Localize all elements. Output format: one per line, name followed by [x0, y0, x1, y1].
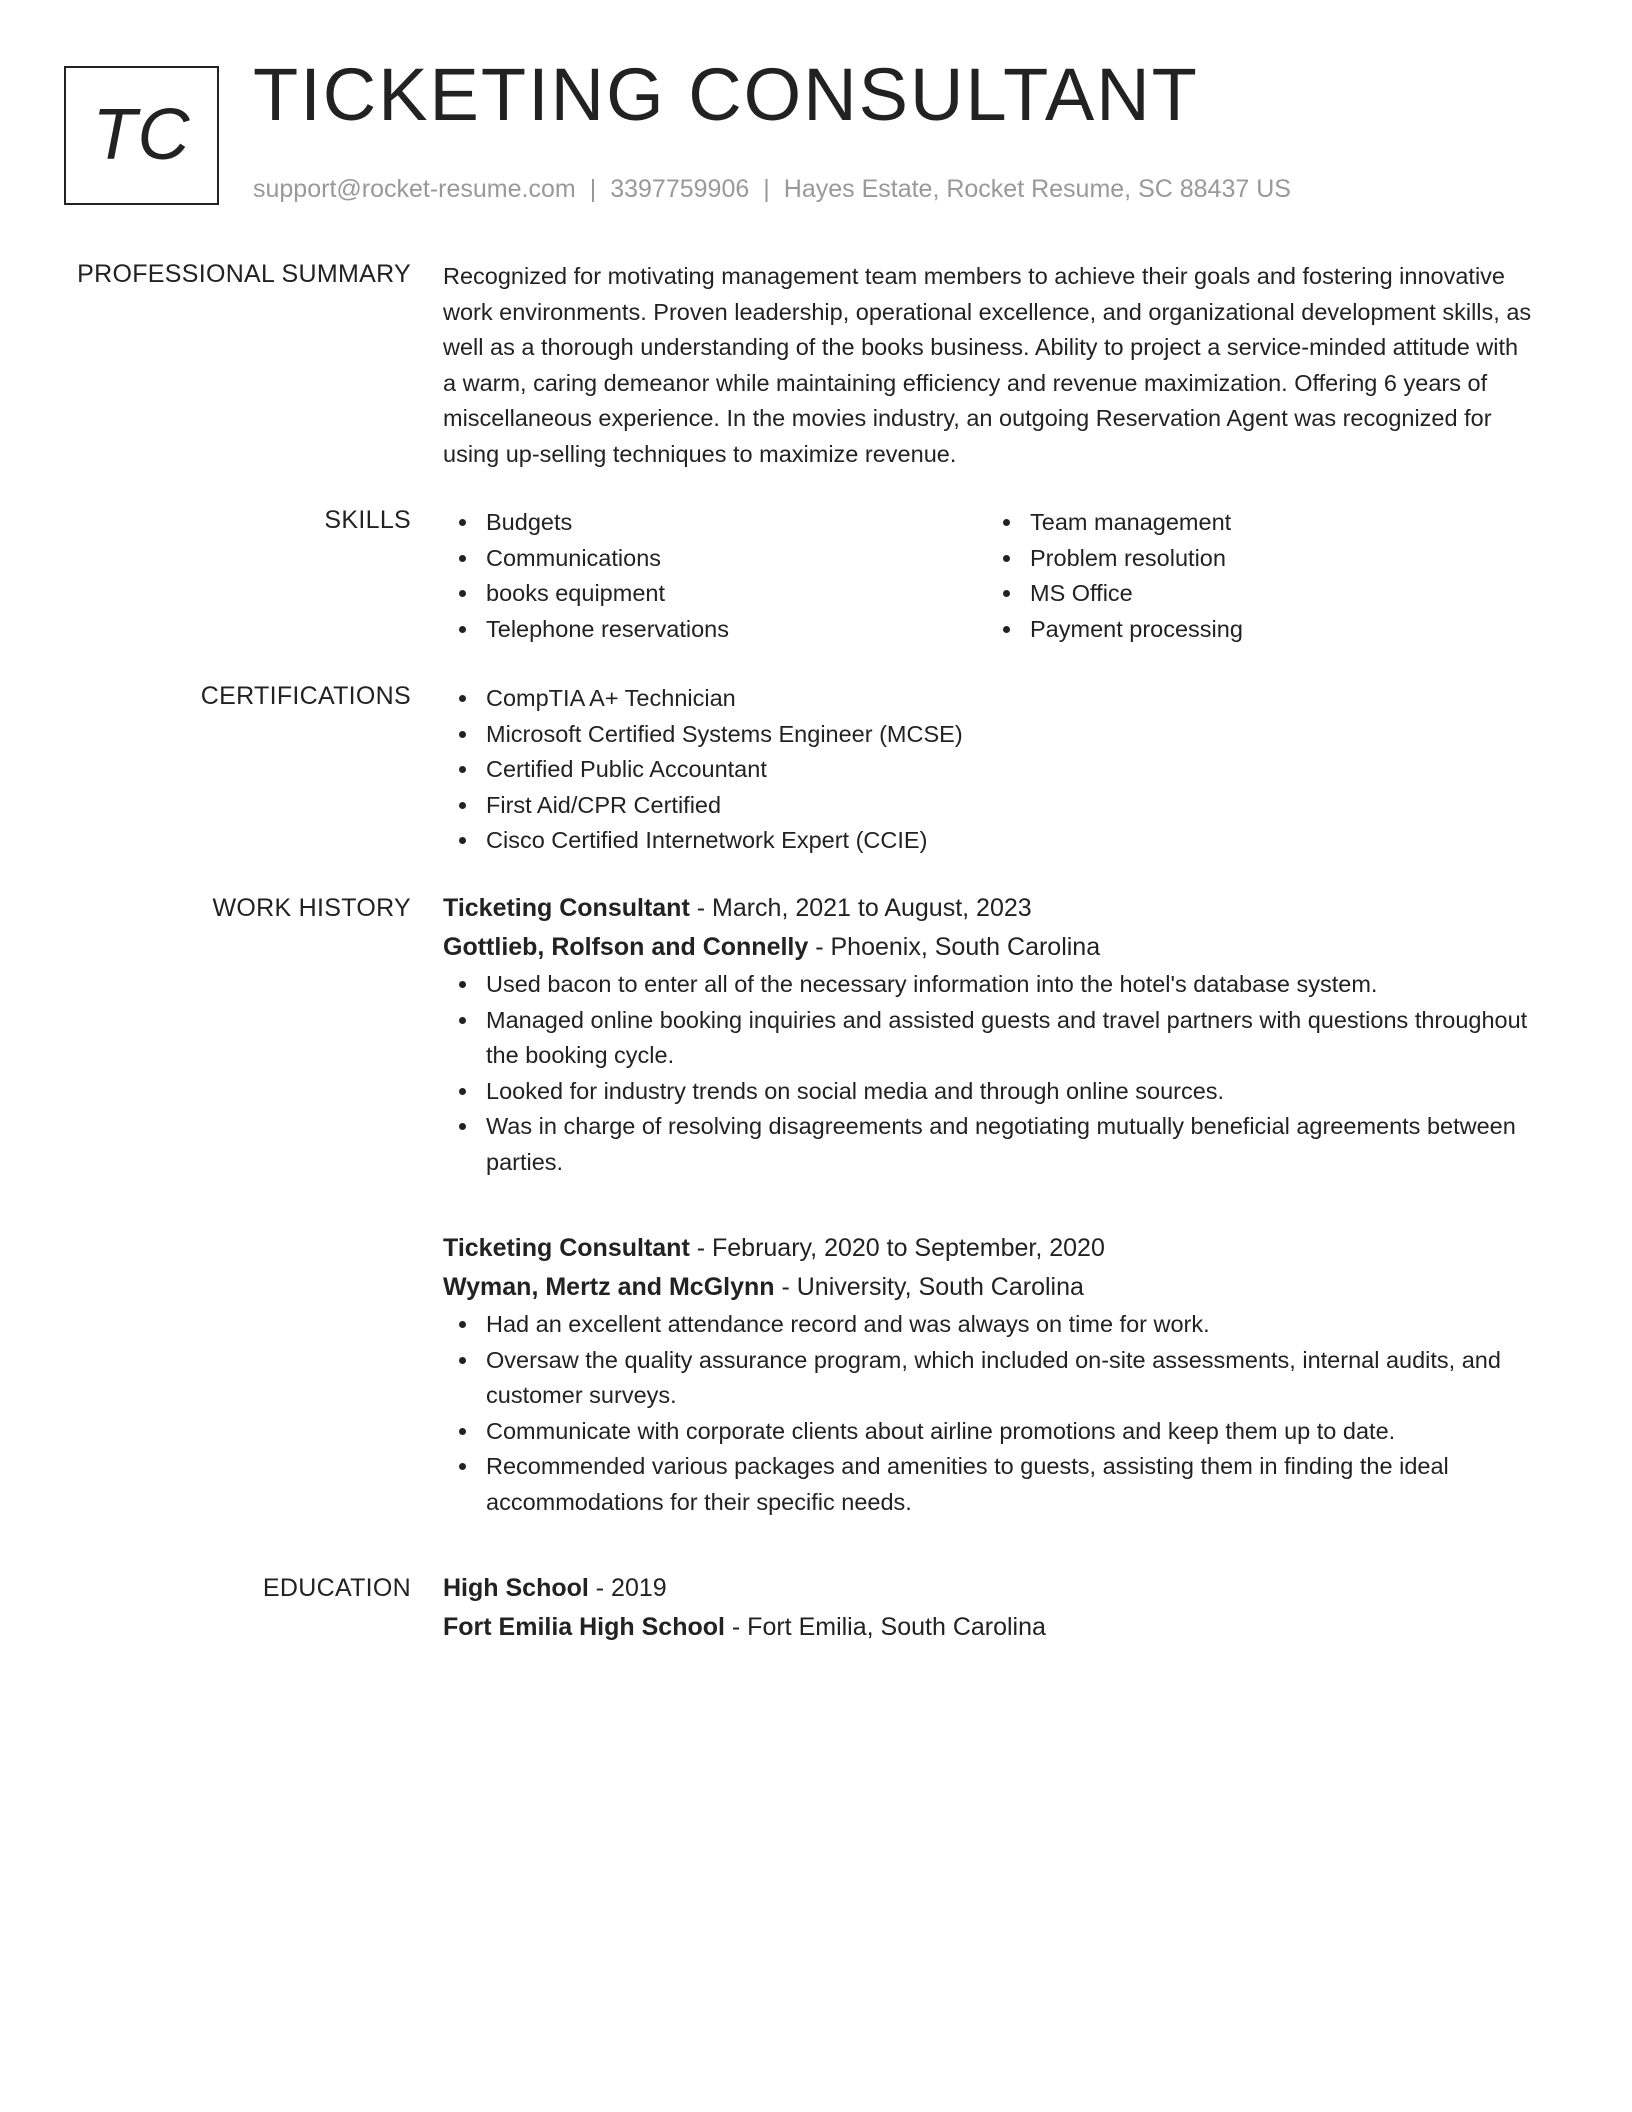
job-title-line: [443, 889, 1553, 928]
skill-item: books equipment: [443, 576, 987, 612]
job-duty-item: Looked for industry trends on social media and through online sources.: [443, 1074, 1553, 1110]
skill-item: Communications: [443, 541, 987, 577]
job-company-line: [443, 928, 1553, 967]
job-location: - University, South Carolina: [774, 1273, 1084, 1301]
monogram-text: TC: [92, 94, 191, 175]
certification-item: Microsoft Certified Systems Engineer (MCSE): [443, 717, 1553, 753]
education-body: [443, 1569, 1553, 1647]
contact-phone: 3397759906: [610, 175, 750, 203]
education-location: - Fort Emilia, South Carolina: [724, 1613, 1046, 1641]
certification-item: Certified Public Accountant: [443, 752, 1553, 788]
monogram-logo: [64, 66, 219, 205]
skills-body: [443, 505, 1553, 647]
skill-item: Problem resolution: [987, 541, 1531, 577]
education-degree-line: [443, 1569, 1553, 1608]
job-title: Ticketing Consultant: [443, 894, 690, 922]
certification-item: CompTIA A+ Technician: [443, 681, 1553, 717]
education-heading: EDUCATION: [262, 1574, 411, 1602]
job-duty-item: Communicate with corporate clients about airline promotions and keep them up to date.: [443, 1414, 1553, 1450]
skills-list-right: [987, 505, 1531, 647]
job-title-line: [443, 1229, 1553, 1268]
summary-body: [443, 259, 1533, 472]
certifications-body: [443, 681, 1553, 859]
job-duty-item: Oversaw the quality assurance program, which included on-site assessments, internal audits, and customer surveys.: [443, 1343, 1553, 1414]
certifications-list: [443, 681, 1553, 859]
job-company-line: [443, 1268, 1553, 1307]
work-history-heading: WORK HISTORY: [212, 894, 411, 922]
education-degree: High School: [443, 1574, 589, 1602]
job-entry: [443, 1229, 1553, 1520]
certification-item: Cisco Certified Internetwork Expert (CCIE): [443, 823, 1553, 859]
contact-email: support@rocket-resume.com: [253, 175, 576, 203]
job-dates: - March, 2021 to August, 2023: [689, 894, 1032, 922]
education-school-line: [443, 1608, 1553, 1647]
job-duty-item: Recommended various packages and amenities to guests, assisting them in finding the ideal accommodations for their specific needs.: [443, 1449, 1553, 1520]
skill-item: Budgets: [443, 505, 987, 541]
contact-separator: |: [763, 175, 770, 203]
contact-address: Hayes Estate, Rocket Resume, SC 88437 US: [783, 175, 1291, 203]
education-year: - 2019: [588, 1574, 667, 1602]
resume-title: TICKETING CONSULTANT: [253, 53, 1199, 136]
job-company: Wyman, Mertz and McGlynn: [443, 1273, 775, 1301]
job-dates: - February, 2020 to September, 2020: [689, 1234, 1105, 1262]
skill-item: MS Office: [987, 576, 1531, 612]
certification-item: First Aid/CPR Certified: [443, 788, 1553, 824]
skills-list-left: [443, 505, 987, 647]
skill-item: Telephone reservations: [443, 612, 987, 648]
job-duty-item: Had an excellent attendance record and was always on time for work.: [443, 1307, 1553, 1343]
job-location: - Phoenix, South Carolina: [808, 933, 1101, 961]
job-entry: [443, 889, 1553, 1180]
job-duty-item: Was in charge of resolving disagreements and negotiating mutually beneficial agreements between parties.: [443, 1109, 1553, 1180]
certifications-heading: CERTIFICATIONS: [200, 682, 411, 710]
skills-heading: SKILLS: [324, 506, 411, 534]
summary-text: Recognized for motivating management team members to achieve their goals and fostering innovative work environments. Proven leadership, operational excellence, and organizational development skills, as well as a thorough understanding of the books business. Ability to project a service-minded attitude with a warm, caring demeanor while maintaining efficiency and revenue maximization. Offering 6 years of miscellaneous experience. In the movies industry, an outgoing Reservation Agent was recognized for using up-selling techniques to maximize revenue.: [443, 263, 1532, 467]
job-company: Gottlieb, Rolfson and Connelly: [443, 933, 809, 961]
summary-heading: PROFESSIONAL SUMMARY: [77, 260, 411, 288]
job-duty-item: Managed online booking inquiries and assisted guests and travel partners with questions throughout the booking cycle.: [443, 1003, 1553, 1074]
contact-line: [253, 174, 1291, 204]
education-school: Fort Emilia High School: [443, 1613, 725, 1641]
job-duties-list: [443, 967, 1553, 1180]
job-duties-list: [443, 1307, 1553, 1520]
job-title: Ticketing Consultant: [443, 1234, 690, 1262]
contact-separator: |: [589, 175, 597, 203]
skill-item: Team management: [987, 505, 1531, 541]
job-duty-item: Used bacon to enter all of the necessary information into the hotel's database system.: [443, 967, 1553, 1003]
skill-item: Payment processing: [987, 612, 1531, 648]
